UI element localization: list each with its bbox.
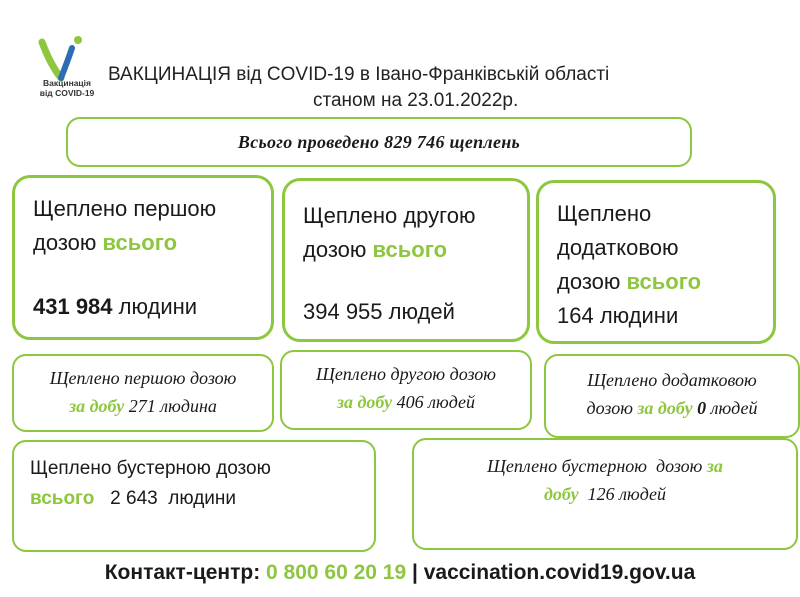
card-additional-dose-word: дозою	[557, 269, 627, 294]
booster-daily	[412, 438, 798, 550]
card-first-count	[33, 290, 253, 324]
daily-additional-zero: 0	[697, 398, 707, 418]
booster-total-value: 2 643 людини	[94, 488, 237, 509]
daily-first-value: 271 людина	[124, 396, 217, 416]
daily-additional-highlight: за добу	[637, 398, 693, 418]
booster-total-highlight: всього	[30, 488, 95, 509]
card-additional-line3	[557, 265, 755, 299]
logo-caption	[22, 78, 112, 98]
logo-line2: від COVID-19	[39, 88, 95, 98]
contact-site-link[interactable]: vaccination.covid19.gov.ua	[423, 561, 696, 584]
card-first-highlight: всього	[102, 230, 178, 255]
daily-additional-line2	[546, 394, 798, 422]
card-second-line1: Щеплено другою	[303, 203, 476, 228]
booster-total	[12, 440, 376, 552]
booster-daily-line2	[414, 480, 796, 508]
card-first-line1: Щеплено першою	[33, 196, 217, 221]
daily-additional-dose-word: дозою	[586, 398, 638, 418]
daily-additional-line1: Щеплено додатковою	[587, 370, 757, 390]
title-line2: станом на 23.01.2022р.	[313, 90, 519, 111]
daily-second-line1: Щеплено другою дозою	[316, 364, 496, 384]
daily-second-dose	[280, 350, 532, 430]
total-banner	[66, 117, 692, 167]
contact-footer	[0, 561, 800, 585]
daily-second-value: 406 людей	[392, 392, 476, 412]
card-first-unit: людини	[112, 294, 198, 319]
daily-first-dose	[12, 354, 274, 432]
card-second-number: 394 955 людей	[303, 299, 455, 324]
booster-daily-highlight1: за	[706, 456, 723, 476]
card-second-highlight: всього	[372, 237, 448, 262]
card-second-line2	[303, 233, 509, 267]
card-additional-line1: Щеплено	[557, 201, 652, 226]
card-first-dose-total	[12, 175, 274, 340]
daily-second-highlight: за добу	[336, 392, 393, 412]
card-first-line2	[33, 226, 253, 260]
title-line1: ВАКЦИНАЦІЯ від COVID-19 в Івано-Франківській області	[108, 64, 610, 85]
booster-total-line1: Щеплено бустерною дозою	[30, 458, 271, 479]
page-title	[108, 62, 708, 114]
total-text: Всього проведено 829 746 щеплень	[237, 132, 521, 152]
daily-additional-dose	[544, 354, 800, 438]
booster-total-line2	[30, 484, 358, 514]
daily-first-line2	[14, 392, 272, 420]
daily-first-highlight: за добу	[69, 396, 125, 416]
card-additional-dose-total	[536, 180, 776, 344]
daily-second-line2	[282, 388, 530, 416]
booster-daily-text: Щеплено бустерною дозою	[487, 456, 707, 476]
booster-daily-line1	[414, 452, 796, 480]
card-first-dose-word: дозою	[33, 230, 103, 255]
card-second-dose-word: дозою	[303, 237, 373, 262]
contact-phone[interactable]: 0 800 60 20 19	[266, 561, 407, 584]
card-additional-number: 164 людини	[557, 303, 679, 328]
card-additional-line2: додатковою	[557, 235, 679, 260]
contact-separator: |	[406, 561, 424, 584]
booster-daily-value: 126 людей	[578, 484, 667, 504]
daily-additional-value: людей	[706, 398, 758, 418]
booster-daily-highlight2: добу	[543, 484, 579, 504]
card-second-dose-total	[282, 178, 530, 342]
daily-first-line1: Щеплено першою дозою	[49, 368, 237, 388]
contact-label: Контакт-центр:	[104, 561, 267, 584]
logo-line1: Вакцинація	[43, 78, 91, 88]
card-additional-highlight: всього	[626, 269, 702, 294]
card-first-number: 431 984	[33, 294, 113, 319]
